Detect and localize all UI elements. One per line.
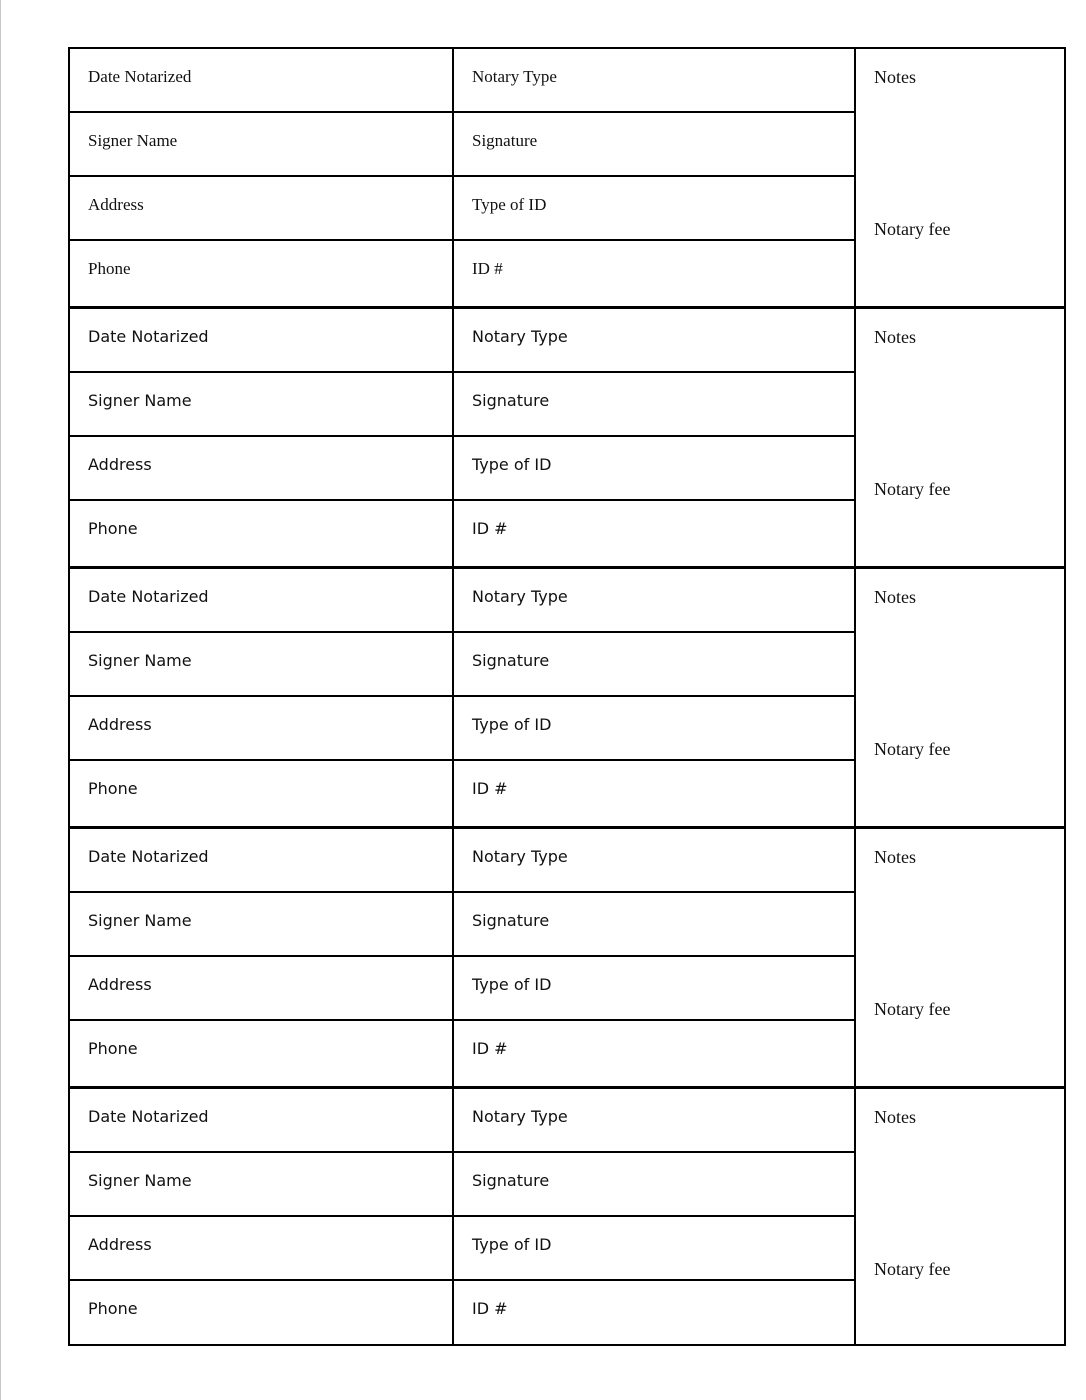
notary-entry: [70, 49, 1064, 309]
notary-type-field[interactable]: Notary Type: [454, 829, 856, 891]
notes-column[interactable]: [856, 829, 1064, 1086]
id-number-field[interactable]: ID #: [454, 1281, 856, 1346]
entry-row: [70, 829, 856, 893]
entry-row: [70, 241, 856, 306]
entry-row: [70, 1153, 856, 1217]
notary-type-field[interactable]: Notary Type: [454, 1089, 856, 1151]
entry-row: [70, 1089, 856, 1153]
entry-row: [70, 893, 856, 957]
entry-row: [70, 761, 856, 826]
id-number-field[interactable]: ID #: [454, 761, 856, 826]
notary-type-field[interactable]: Notary Type: [454, 49, 856, 111]
entry-row: [70, 569, 856, 633]
notary-entry: [70, 1089, 1064, 1347]
id-number-field[interactable]: ID #: [454, 1021, 856, 1086]
notes-label: Notes: [874, 847, 916, 867]
entry-row: [70, 501, 856, 566]
signature-field[interactable]: Signature: [454, 373, 856, 435]
notary-entry: [70, 569, 1064, 829]
signer-name-field[interactable]: Signer Name: [70, 633, 454, 695]
date-notarized-field[interactable]: Date Notarized: [70, 309, 454, 371]
type-of-id-field[interactable]: Type of ID: [454, 957, 856, 1019]
notes-label: Notes: [874, 327, 916, 347]
address-field[interactable]: Address: [70, 697, 454, 759]
type-of-id-field[interactable]: Type of ID: [454, 1217, 856, 1279]
entry-row: [70, 49, 856, 113]
notary-log-table: [68, 47, 1066, 1346]
notary-entry: [70, 309, 1064, 569]
notary-fee-label: Notary fee: [874, 999, 951, 1019]
notes-label: Notes: [874, 1107, 916, 1127]
entry-row: [70, 1217, 856, 1281]
entry-row: [70, 1021, 856, 1086]
signer-name-field[interactable]: Signer Name: [70, 1153, 454, 1215]
notary-fee-label: Notary fee: [874, 479, 951, 499]
phone-field[interactable]: Phone: [70, 761, 454, 826]
address-field[interactable]: Address: [70, 177, 454, 239]
signature-field[interactable]: Signature: [454, 633, 856, 695]
phone-field[interactable]: Phone: [70, 241, 454, 306]
entry-row: [70, 309, 856, 373]
address-field[interactable]: Address: [70, 957, 454, 1019]
notes-column[interactable]: [856, 569, 1064, 826]
date-notarized-field[interactable]: Date Notarized: [70, 569, 454, 631]
notary-type-field[interactable]: Notary Type: [454, 309, 856, 371]
entry-row: [70, 373, 856, 437]
phone-field[interactable]: Phone: [70, 501, 454, 566]
signature-field[interactable]: Signature: [454, 113, 856, 175]
entry-row: [70, 437, 856, 501]
date-notarized-field[interactable]: Date Notarized: [70, 829, 454, 891]
notary-type-field[interactable]: Notary Type: [454, 569, 856, 631]
page-edge: [0, 0, 1, 1400]
id-number-field[interactable]: ID #: [454, 241, 856, 306]
address-field[interactable]: Address: [70, 1217, 454, 1279]
phone-field[interactable]: Phone: [70, 1281, 454, 1346]
address-field[interactable]: Address: [70, 437, 454, 499]
phone-field[interactable]: Phone: [70, 1021, 454, 1086]
notary-fee-label: Notary fee: [874, 1259, 951, 1279]
entry-row: [70, 957, 856, 1021]
id-number-field[interactable]: ID #: [454, 501, 856, 566]
type-of-id-field[interactable]: Type of ID: [454, 177, 856, 239]
signature-field[interactable]: Signature: [454, 1153, 856, 1215]
signer-name-field[interactable]: Signer Name: [70, 373, 454, 435]
notes-column[interactable]: [856, 49, 1064, 306]
entry-row: [70, 113, 856, 177]
entry-row: [70, 177, 856, 241]
notes-label: Notes: [874, 587, 916, 607]
type-of-id-field[interactable]: Type of ID: [454, 697, 856, 759]
date-notarized-field[interactable]: Date Notarized: [70, 49, 454, 111]
notary-fee-label: Notary fee: [874, 219, 951, 239]
entry-row: [70, 633, 856, 697]
notary-entry: [70, 829, 1064, 1089]
signer-name-field[interactable]: Signer Name: [70, 113, 454, 175]
entry-row: [70, 1281, 856, 1346]
entry-row: [70, 697, 856, 761]
type-of-id-field[interactable]: Type of ID: [454, 437, 856, 499]
notes-column[interactable]: [856, 1089, 1064, 1347]
signer-name-field[interactable]: Signer Name: [70, 893, 454, 955]
notes-column[interactable]: [856, 309, 1064, 566]
date-notarized-field[interactable]: Date Notarized: [70, 1089, 454, 1151]
signature-field[interactable]: Signature: [454, 893, 856, 955]
notary-fee-label: Notary fee: [874, 739, 951, 759]
notes-label: Notes: [874, 67, 916, 87]
